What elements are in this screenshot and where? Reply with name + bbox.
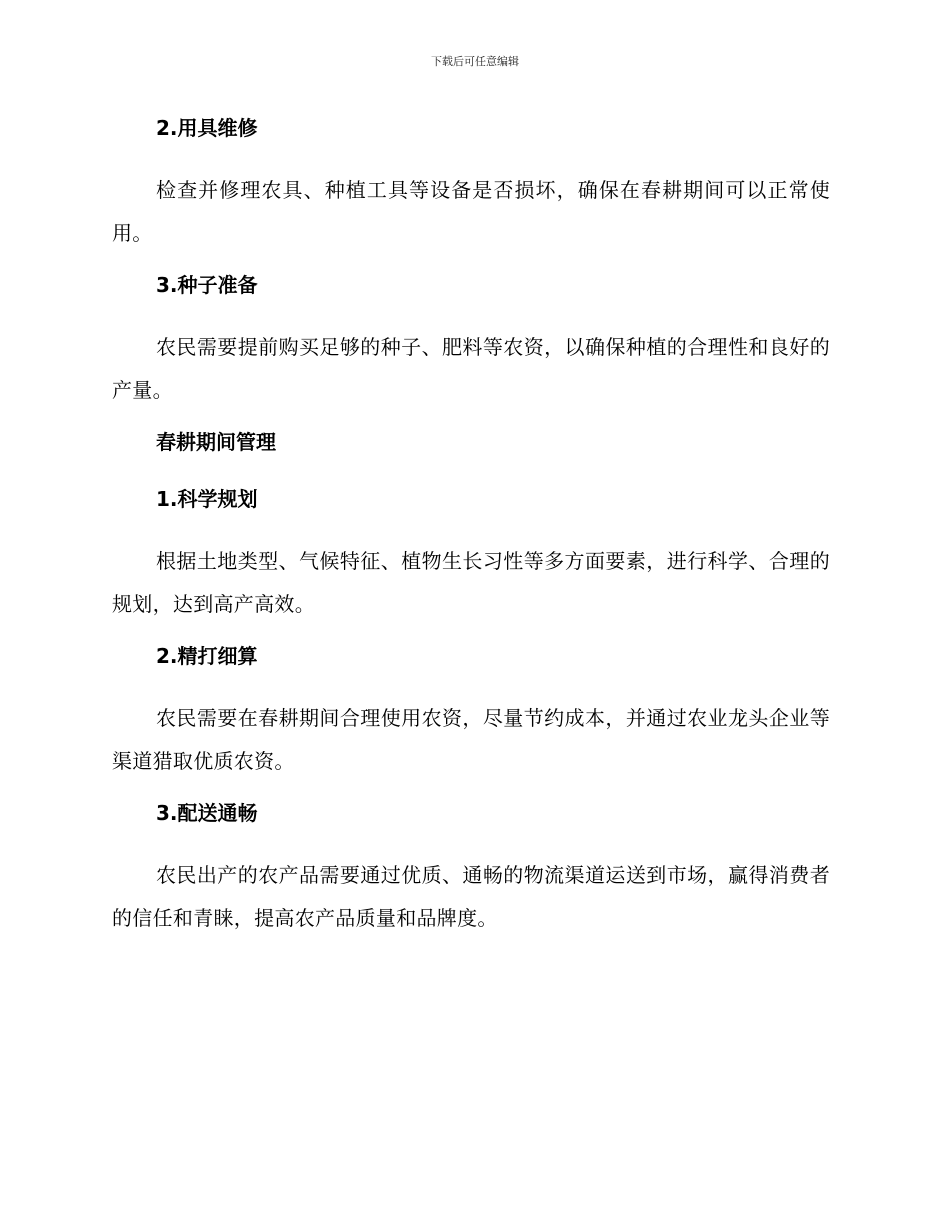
section-paragraph-tool-repair: 检查并修理农具、种植工具等设备是否损坏，确保在春耕期间可以正常使用。 xyxy=(112,178,830,245)
section-heading-careful-budgeting: 2.精打细算 xyxy=(156,644,258,668)
page-header: 下载后可任意编辑 xyxy=(431,55,519,68)
document-body xyxy=(112,113,830,940)
section-paragraph-careful-budgeting: 农民需要在春耕期间合理使用农资，尽量节约成本，并通过农业龙头企业等渠道猎取优质农资。 xyxy=(112,706,830,773)
section-heading-tool-repair: 2.用具维修 xyxy=(156,116,258,140)
section-paragraph-seed-prep: 农民需要提前购买足够的种子、肥料等农资，以确保种植的合理性和良好的产量。 xyxy=(112,335,830,402)
section-paragraph-smooth-delivery: 农民出产的农产品需要通过优质、通畅的物流渠道运送到市场，赢得消费者的信任和青睐，提高农产品质量和品牌度。 xyxy=(112,863,830,930)
section-heading-spring-management: 春耕期间管理 xyxy=(156,430,276,454)
section-heading-smooth-delivery: 3.配送通畅 xyxy=(156,801,258,825)
section-heading-seed-prep: 3.种子准备 xyxy=(156,273,258,297)
section-heading-scientific-planning: 1.科学规划 xyxy=(156,487,258,511)
section-paragraph-scientific-planning: 根据土地类型、气候特征、植物生长习性等多方面要素，进行科学、合理的规划，达到高产高效。 xyxy=(112,549,830,616)
